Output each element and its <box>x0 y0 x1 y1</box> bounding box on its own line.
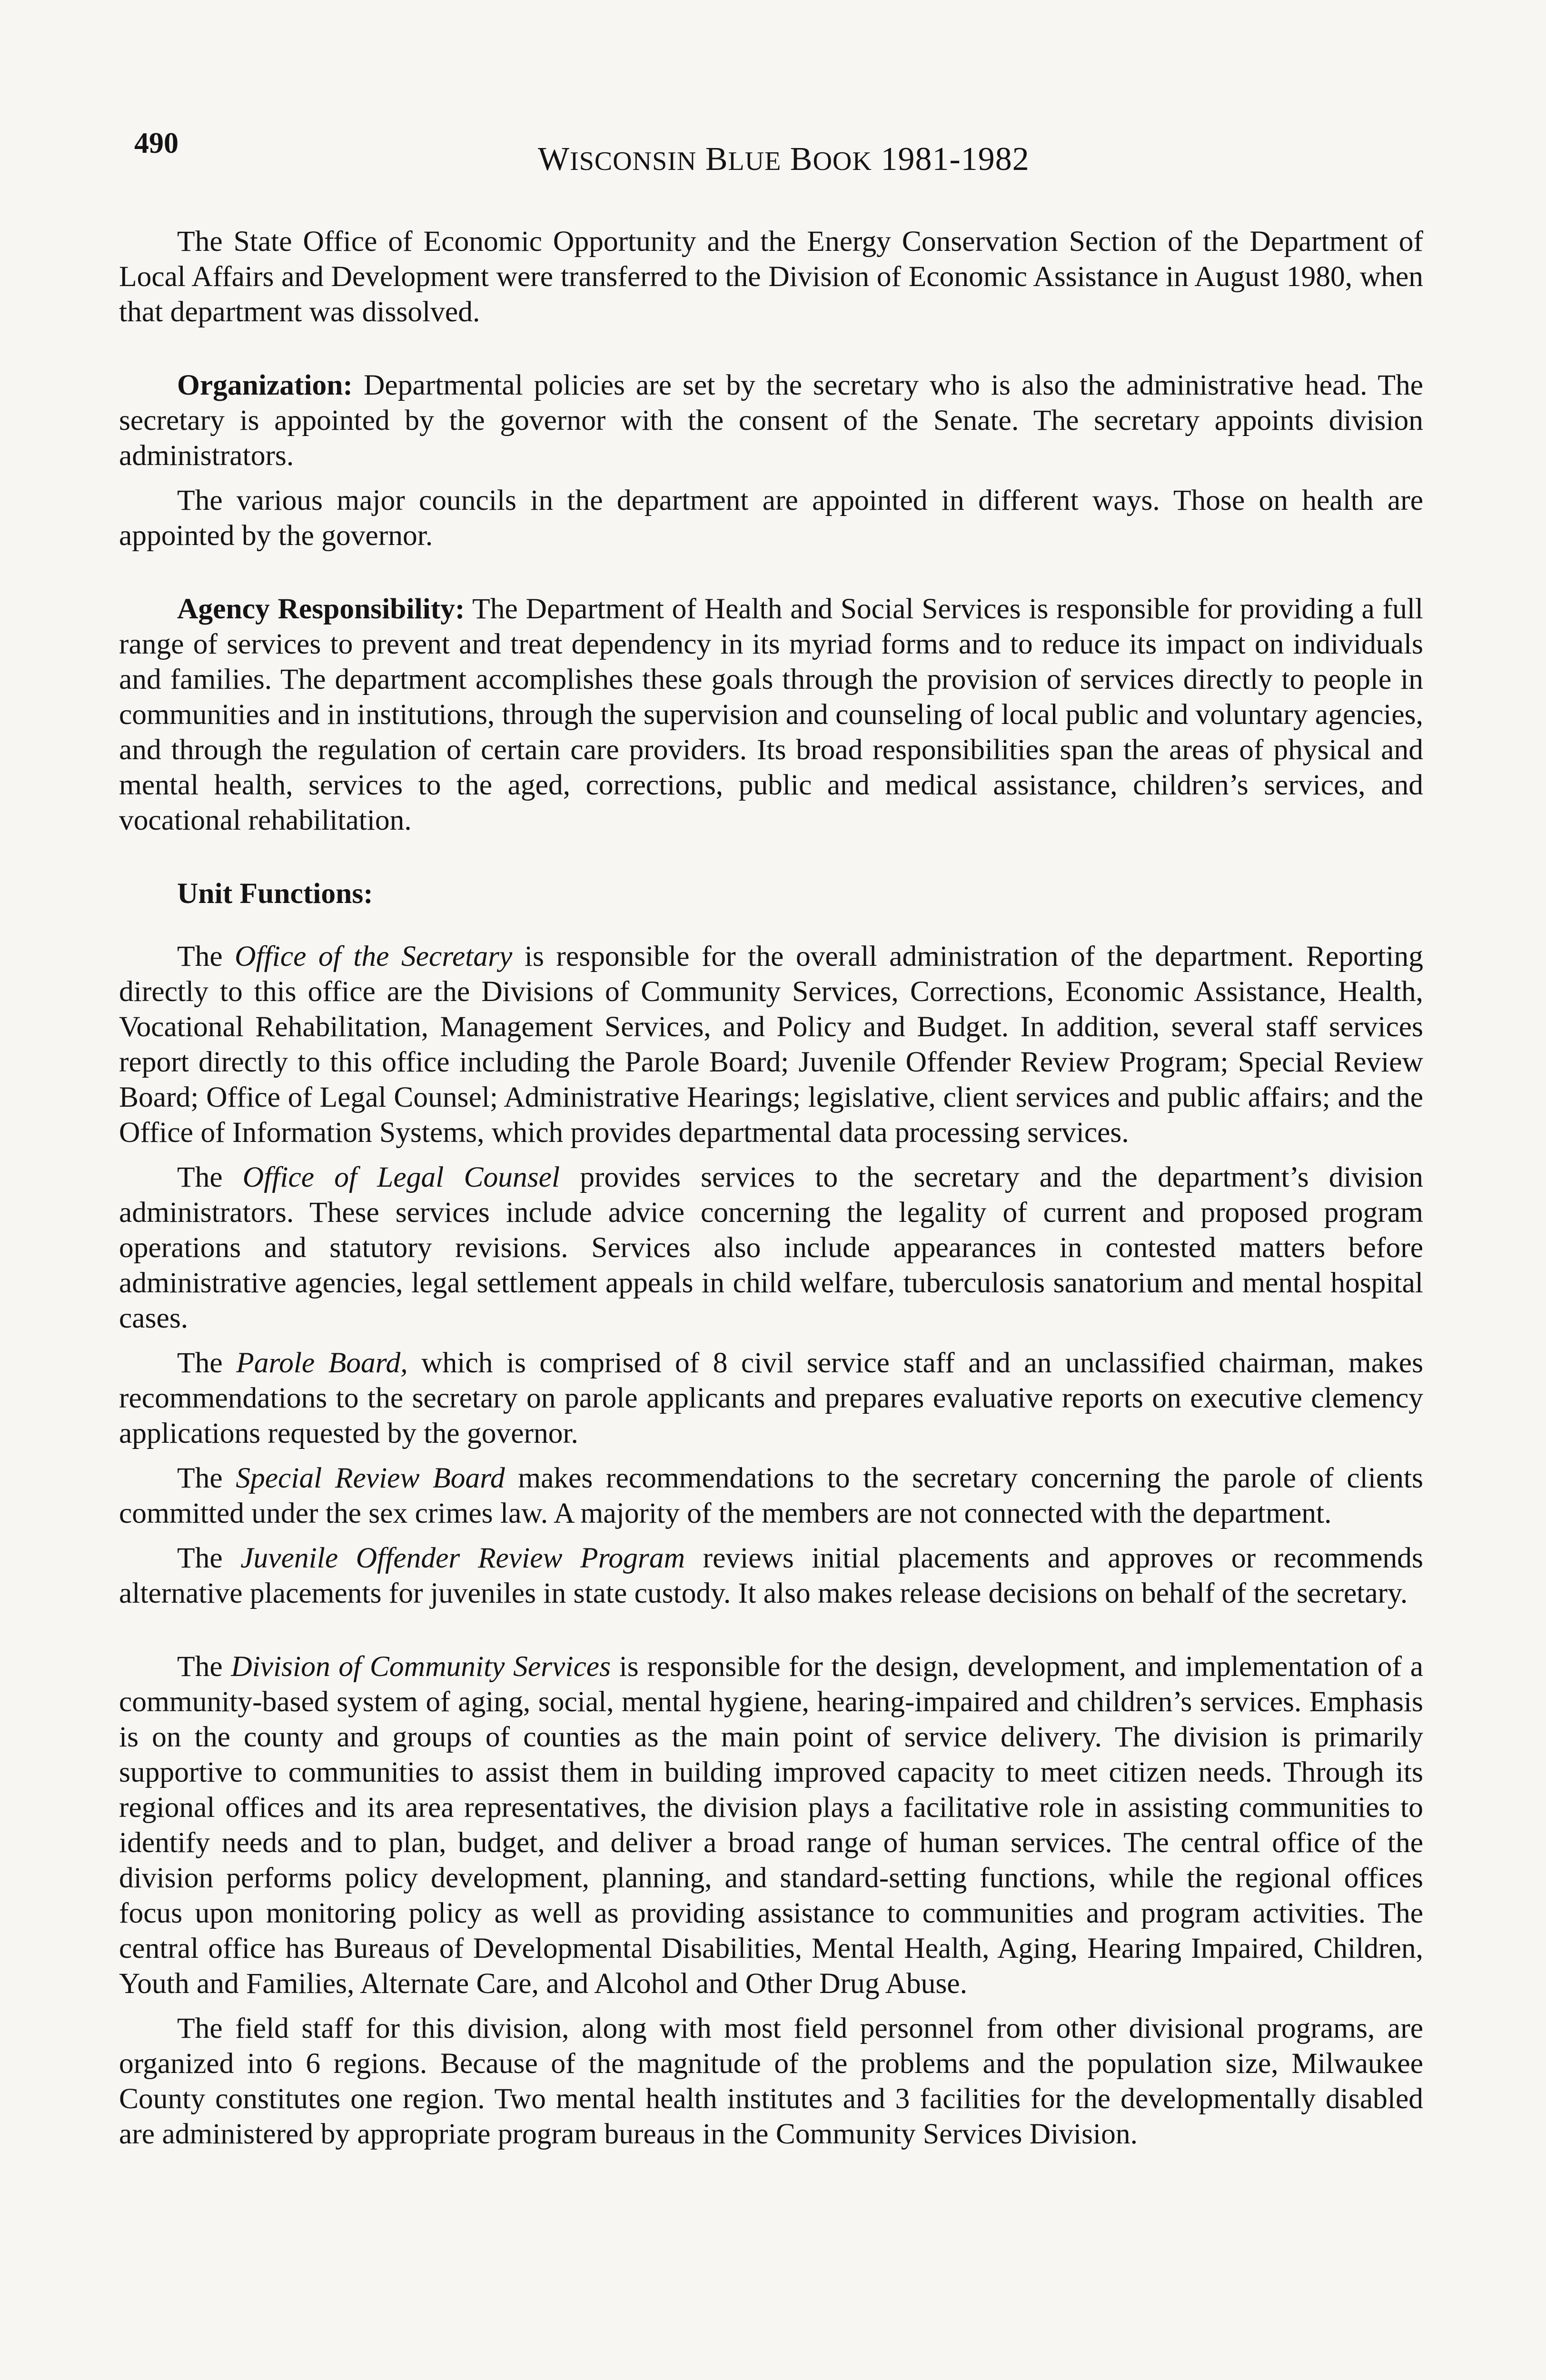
legal-counsel-term: Office of Legal Counsel <box>242 1161 560 1193</box>
paragraph-energy-conservation: The State Office of Economic Opportunity and the Energy Conservation Section of the Department of Local Affairs and Development were transferred to the Division of Economic Assistance in August 1980, when that department was dissolved. <box>119 225 1423 328</box>
paragraph-special-review-board: The Special Review Board makes recommendations to the secretary concerning the parole of clients committed under the sex crimes law. A majority of the members are not connected with the department. <box>119 1462 1423 1529</box>
page-number: 490 <box>134 127 178 159</box>
runin-heading-agency-responsibility: Agency Responsibility: <box>177 593 465 625</box>
paragraph-agency-responsibility: Agency Responsibility: The Department of Health and Social Services is responsible for providing a full range of services to prevent and treat dependency in its myriad forms and to reduce its impact on individuals and families. The department accomplishes these goals through the provision of services directly to people in communities and in institutions, through the supervision and counseling of local public and voluntary agencies, and through the regulation of certain care providers. Its broad responsibilities span the areas of physical and mental health, services to the aged, corrections, public and medical assistance, children’s services, and vocational rehabilitation. <box>119 593 1423 836</box>
runin-heading-organization: Organization: <box>177 369 353 401</box>
paragraph-juvenile-offender: The Juvenile Offender Review Program reviews initial placements and approves or recommends alternative placements for juveniles in state custody. It also makes release decisions on behalf of the secretary. <box>119 1542 1423 1609</box>
paragraph-field-staff: The field staff for this division, along with most field personnel from other divisional programs, are organized into 6 regions. Because of the magnitude of the problems and the population size, Milwaukee County constitutes one region. Two mental health institutes and 3 facilities for the developmentally disabled are administered by appropriate program bureaus in the Community Services Division. <box>119 2012 1423 2150</box>
paragraph-legal-counsel: The Office of Legal Counsel provides services to the secretary and the department’s division administrators. These services include advice concerning the legality of current and proposed program operations and statutory revisions. Services also include appearances in contested matters before administrative agencies, legal settlement appeals in child welfare, tuberculosis sanatorium and mental hospital cases. <box>119 1161 1424 1334</box>
paragraph-councils: The various major councils in the department are appointed in different ways. Those on health are appointed by the governor. <box>119 484 1423 552</box>
community-services-term: Division of Community Services <box>231 1650 611 1683</box>
paragraph-office-of-secretary: The Office of the Secretary is responsible for the overall administration of the department. Reporting directly to this office are the Divisions of Community Services, Corrections, Economic Assistance, Health, Vocational Rehabilitation, Management Services, and Policy and Budget. In addition, several staff services report directly to this office including the Parole Board; Juvenile Offender Review Program; Special Review Board; Office of Legal Counsel; Administrative Hearings; legislative, client services and public affairs; and the Office of Information Systems, which provides departmental data processing services. <box>119 940 1423 1149</box>
running-head: WISCONSIN BLUE BOOK 1981-1982 <box>538 141 1030 178</box>
section-heading-unit-functions: Unit Functions: <box>177 877 373 910</box>
paragraph-community-services: The Division of Community Services is responsible for the design, development, and implementation of a community-based system of aging, social, mental hygiene, hearing-impaired and children’s services. Emphasis is on the county and groups of counties as the main point of service delivery. The division is primarily supportive to communities to assist them in building improved capacity to meet citizen needs. Through its regional offices and its area representatives, the division plays a facilitative role in assisting communities to identify needs and to plan, budget, and deliver a broad range of human services. The central office of the division performs policy development, planning, and standard-setting functions, while the regional offices focus upon monitoring policy as well as providing assistance to communities and program activities. The central office has Bureaus of Developmental Disabilities, Mental Health, Aging, Hearing Impaired, Children, Youth and Families, Alternate Care, and Alcohol and Other Drug Abuse. <box>119 1650 1423 2000</box>
special-review-board-term: Special Review Board <box>236 1462 505 1494</box>
paragraph-organization: Organization: Departmental policies are set by the secretary who is also the administrative head. The secretary is appointed by the governor with the consent of the Senate. The secretary appoints division administrators. <box>119 369 1423 472</box>
juvenile-offender-term: Juvenile Offender Review Program <box>240 1542 685 1574</box>
parole-board-term: Parole Board, <box>236 1347 408 1379</box>
body-text <box>119 224 1423 2152</box>
paragraph-parole-board: The Parole Board, which is comprised of 8 civil service staff and an unclassified chairman, makes recommendations to the secretary on parole applicants and prepares evaluative reports on executive clemency applications requested by the governor. <box>119 1347 1423 1449</box>
office-of-secretary-term: Office of the Secretary <box>235 940 513 972</box>
